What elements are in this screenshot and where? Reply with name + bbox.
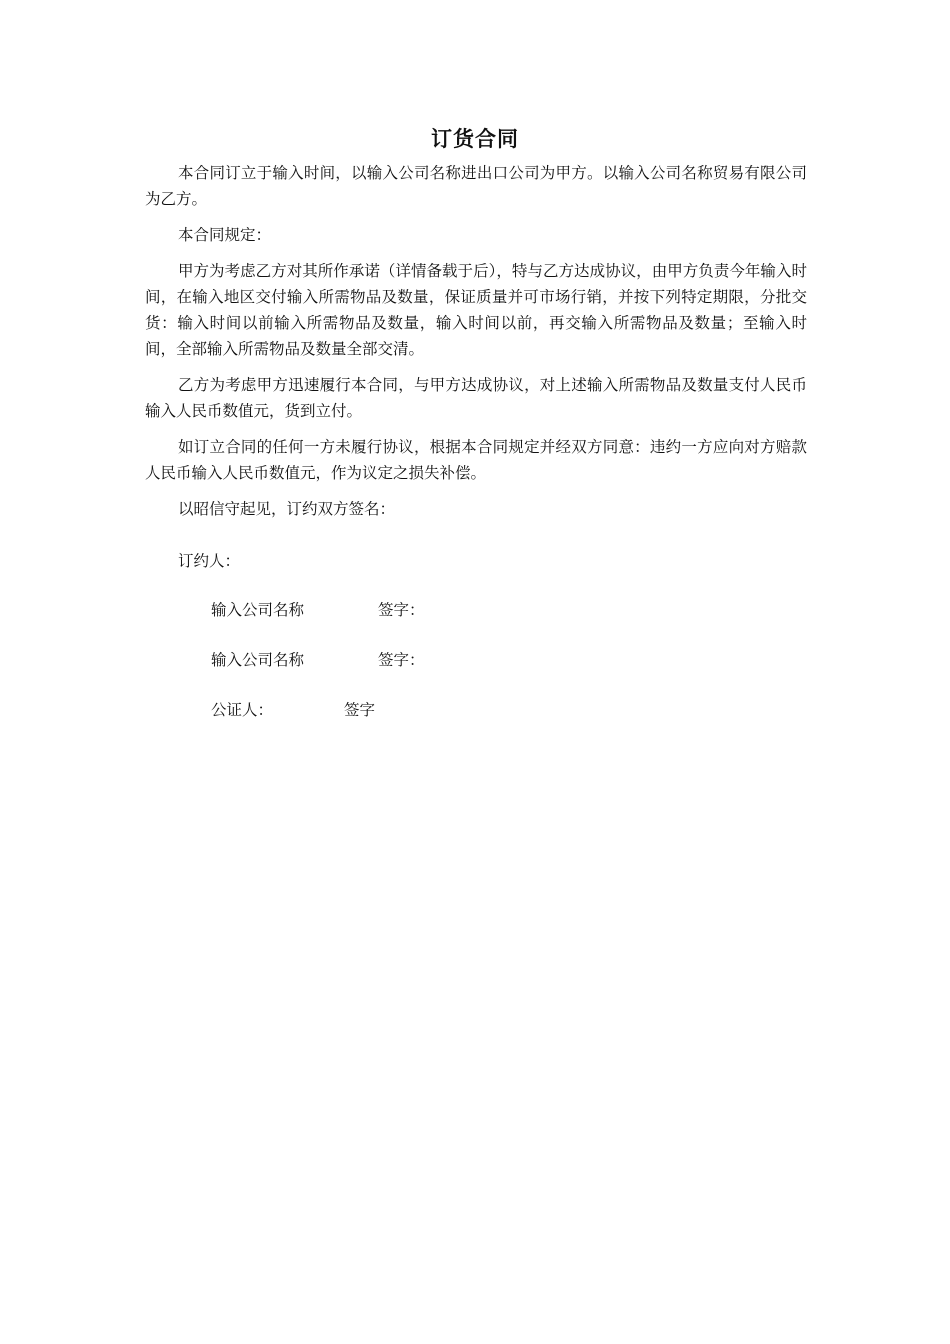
document-title: 订货合同: [431, 127, 519, 151]
paragraph-intro: 本合同订立于输入时间，以输入公司名称进出口公司为甲方。以输入公司名称贸易有限公司为乙方。: [145, 164, 807, 208]
notary-label: 公证人：: [211, 701, 274, 719]
paragraph-breach: 如订立合同的任何一方未履行协议，根据本合同规定并经双方同意：违约一方应向对方赔款人民币输入人民币数值元，作为议定之损失补偿。: [145, 438, 807, 482]
parties-label: 订约人：: [178, 552, 241, 570]
party-a-name: 输入公司名称: [211, 601, 305, 619]
party-b-signature-label: 签字：: [378, 651, 425, 669]
contract-body: [145, 160, 807, 532]
paragraph-closing: 以昭信守起见，订约双方签名：: [178, 500, 396, 518]
paragraph-party-b-obligation: 乙方为考虑甲方迅速履行本合同，与甲方达成协议，对上述输入所需物品及数量支付人民币输入人民币数值元，货到立付。: [145, 376, 807, 420]
paragraph-provisions: 本合同规定：: [178, 226, 272, 244]
paragraph-party-a-obligation: 甲方为考虑乙方对其所作承诺（详情备载于后），特与乙方达成协议，由甲方负责今年输入时间，在输入地区交付输入所需物品及数量，保证质量并可市场行销，并按下列特定期限，分批交货：输入时间以前输入所需物品及数量，输入时间以前，再交输入所需物品及数量；至输入时间，全部输入所需物品及数量全部交清。: [145, 262, 807, 358]
party-a-signature-label: 签字：: [378, 601, 425, 619]
party-b-name: 输入公司名称: [211, 651, 305, 669]
notary-signature-label: 签字: [344, 701, 376, 719]
